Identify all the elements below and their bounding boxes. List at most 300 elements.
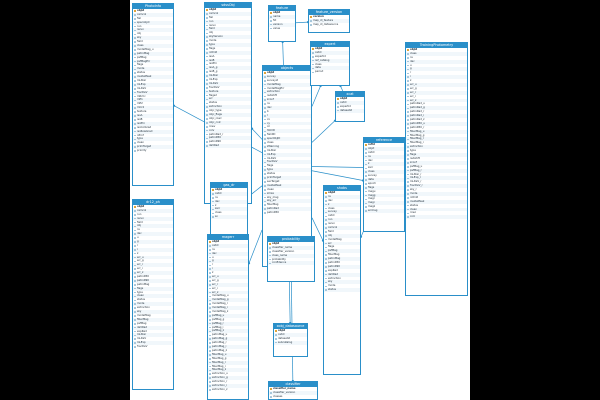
table-column: isoA	[205, 55, 251, 59]
table-column: z	[133, 252, 173, 256]
table-column: clean	[133, 141, 173, 145]
table-column: err_z	[208, 291, 248, 295]
table-column: flags	[263, 164, 311, 168]
table-column: objc_rowc	[205, 117, 251, 121]
table-column: mode	[406, 192, 467, 196]
table-xobjdatasrc[interactable]	[273, 323, 308, 357]
table-column: rerun	[133, 217, 173, 221]
table-column: deVRad	[324, 273, 360, 277]
table-column: class	[311, 63, 349, 67]
table-column: objid	[263, 71, 311, 75]
table-column: psfMag	[133, 56, 173, 60]
table-column: isoB_g	[205, 70, 251, 74]
relationship-line-objects-reference	[312, 171, 363, 181]
table-column: fiberMag_g	[406, 134, 467, 138]
table-column: petroR50	[205, 136, 251, 140]
table-column: ra	[406, 56, 467, 60]
table-column: dec	[133, 232, 173, 236]
table-column: lnLDeV_r	[406, 180, 467, 184]
table-xcat[interactable]	[335, 91, 365, 122]
table-column: lnLDeV	[205, 82, 251, 86]
table-column: class	[133, 44, 173, 48]
table-column: objid	[406, 48, 467, 52]
table-column: version	[309, 15, 349, 19]
table-column: sky_r	[406, 188, 467, 192]
table-column: err_z	[133, 271, 173, 275]
table-column: survey	[364, 174, 404, 178]
table-title: sdssObj	[205, 3, 251, 8]
table-column: err_g	[133, 259, 173, 263]
table-column: objid	[205, 8, 251, 12]
table-column: status	[324, 288, 360, 292]
table-column: extinction_u	[208, 372, 248, 376]
table-column: ra	[263, 102, 311, 106]
table-title: magerr	[208, 235, 248, 240]
table-column: camcol	[205, 12, 251, 16]
table-column: modelMag_g	[208, 298, 248, 302]
table-column: modelMagErr	[263, 87, 311, 91]
table-column: confidence	[268, 261, 314, 265]
table-column: type	[406, 149, 467, 153]
table-column: field	[133, 221, 173, 225]
table-column: zerr	[364, 166, 404, 170]
table-column: petroMag	[324, 257, 360, 261]
table-column: magg	[364, 194, 404, 198]
table-column: probability	[268, 258, 314, 262]
table-column: objc_flags	[205, 113, 251, 117]
table-column: texture	[205, 90, 251, 94]
table-column: priority	[133, 149, 173, 153]
table-column: camcol	[133, 209, 173, 213]
table-column: fiberMag_z	[208, 368, 248, 372]
table-column: fiberMag_r	[208, 361, 248, 365]
table-column: ra	[324, 195, 360, 199]
table-column: specobjid	[133, 21, 173, 25]
table-column: petroRad_r	[205, 133, 251, 137]
table-column: isoPhi	[205, 62, 251, 66]
table-column: u	[133, 236, 173, 240]
table-column: type	[263, 168, 311, 172]
table-column: sky	[133, 310, 173, 314]
table-column: z	[211, 204, 247, 208]
table-column: subcatalog	[274, 341, 307, 345]
table-column: fiberMag_u	[406, 130, 467, 134]
table-column: petroR90	[133, 279, 173, 283]
table-column: flags	[133, 63, 173, 67]
table-column: err_r	[133, 263, 173, 267]
table-column: petroR50	[133, 275, 173, 279]
table-column: date	[364, 178, 404, 182]
table-column: lnLExp	[133, 341, 173, 345]
table-column: sky_mag	[263, 196, 311, 200]
table-column: petroMag	[133, 283, 173, 287]
table-column: catid	[324, 214, 360, 218]
table-column: status	[205, 101, 251, 105]
table-column: psfMag_u	[208, 314, 248, 318]
table-column: err_i	[406, 95, 467, 99]
table-column: lnLDeV	[133, 337, 173, 341]
table-column: objc_colc	[205, 121, 251, 125]
table-column: petroMag	[133, 52, 173, 56]
table-column: surveyid	[263, 79, 311, 83]
table-column: isoA_g	[205, 66, 251, 70]
table-probability[interactable]	[267, 236, 315, 282]
table-column: i	[133, 248, 173, 252]
table-column: l	[263, 114, 311, 118]
table-column: mE1	[133, 98, 173, 102]
table-column: rerun	[133, 28, 173, 32]
table-column: specObjID	[263, 137, 311, 141]
table-column: mode	[133, 302, 173, 306]
table-column: mode	[205, 39, 251, 43]
table-column: petroRad_u	[406, 102, 467, 106]
table-column: objid	[269, 11, 295, 15]
table-column: lnLExp	[205, 78, 251, 82]
table-column: extinction_i	[208, 384, 248, 388]
table-title: expert	[311, 42, 349, 47]
table-column: classifier_version	[268, 250, 314, 254]
relationship-line-objects-feature	[283, 42, 284, 65]
table-column: catid	[211, 192, 247, 196]
table-column: lnLStar	[263, 149, 311, 153]
table-column: petroR50_u	[406, 122, 467, 126]
table-column: lnLExp_r	[406, 176, 467, 180]
table-column: zconf	[406, 161, 467, 165]
table-column: lnLStar	[205, 74, 251, 78]
table-column: petroMag_i	[208, 345, 248, 349]
table-column: extinction	[205, 105, 251, 109]
table-column: flags	[133, 287, 173, 291]
table-column: err_r	[208, 283, 248, 287]
table-column: insideMask	[406, 200, 467, 204]
table-column: petroRad_r	[406, 110, 467, 114]
table-column: camcol	[324, 226, 360, 230]
table-column: obj	[324, 234, 360, 238]
table-column: objid	[364, 147, 404, 151]
table-column: class_name	[268, 254, 314, 258]
table-title: feature_version	[309, 10, 349, 15]
table-column: fiberMag	[133, 318, 173, 322]
table-column: obj	[133, 224, 173, 228]
table-title: xobj_datasource	[274, 324, 307, 329]
table-column: datasetid	[336, 109, 364, 113]
table-column: err_u	[406, 83, 467, 87]
table-column: dec	[324, 199, 360, 203]
table-column: magu	[364, 190, 404, 194]
table-magerr[interactable]	[207, 234, 249, 400]
table-column: catid	[208, 244, 248, 248]
table-column: mRrCc	[133, 95, 173, 99]
table-column: isoRowGrad	[133, 130, 173, 134]
table-column: fracDeV	[263, 160, 311, 164]
table-column: texture	[133, 110, 173, 114]
table-column: class	[406, 52, 467, 56]
table-column: date	[311, 66, 349, 70]
table-column: zconf	[263, 98, 311, 102]
table-column: field	[133, 40, 173, 44]
table-column: map_id_feature	[309, 19, 349, 23]
table-column: mCr4	[133, 106, 173, 110]
table-title: objects	[263, 66, 311, 71]
table-column: ref_catalog	[311, 59, 349, 63]
table-column: extinction	[406, 145, 467, 149]
table-column: catid	[274, 333, 307, 337]
table-column: petroRad_z	[406, 118, 467, 122]
table-column: colc	[406, 215, 467, 219]
table-column: epoch	[364, 182, 404, 186]
table-classifier[interactable]	[268, 381, 318, 400]
table-column: value	[269, 27, 295, 31]
table-column: secTarget	[263, 180, 311, 184]
table-trainingphot[interactable]	[405, 42, 468, 296]
table-column: flags	[324, 245, 360, 249]
table-title: probability	[268, 237, 314, 242]
table-column: fiberMag_i	[208, 365, 248, 369]
table-column: fracDeV	[205, 86, 251, 90]
table-column: psfMag_z	[208, 329, 248, 333]
table-photoinfo[interactable]	[132, 3, 174, 186]
table-dr12[interactable]	[132, 199, 174, 390]
table-column: objc_type	[205, 109, 251, 113]
table-column: sky_err	[263, 199, 311, 203]
table-column: lnLDeV	[263, 157, 311, 161]
table-column: r	[133, 244, 173, 248]
table-column: classifier_name	[268, 246, 314, 250]
table-title: xcat	[336, 92, 364, 97]
table-column: status	[133, 298, 173, 302]
table-column: zWarning	[263, 145, 311, 149]
table-column: objid	[211, 188, 247, 192]
table-column: magr	[364, 197, 404, 201]
table-column: rerun	[324, 222, 360, 226]
table-column: g	[208, 259, 248, 263]
table-column: lnLStar_r	[406, 173, 467, 177]
table-column: u	[208, 256, 248, 260]
table-column: fiberMag_u	[208, 353, 248, 357]
table-column: cy	[263, 122, 311, 126]
table-column: expRad	[133, 330, 173, 334]
table-column: err_r	[406, 91, 467, 95]
table-column: mode	[133, 67, 173, 71]
table-column: petroMag_g	[208, 337, 248, 341]
table-shobs[interactable]	[323, 185, 361, 375]
table-column: petroRad_g	[406, 106, 467, 110]
table-column: err	[324, 242, 360, 246]
table-expert[interactable]	[310, 41, 350, 86]
table-column: z	[364, 162, 404, 166]
table-column: class	[324, 207, 360, 211]
table-column: run	[133, 213, 173, 217]
table-column: err_z	[406, 99, 467, 103]
table-column: modelMag_u	[133, 48, 173, 52]
table-column: objid	[133, 9, 173, 13]
table-column: petroR90	[205, 140, 251, 144]
table-column: type	[133, 291, 173, 295]
relationship-line-feature-featureversion	[296, 22, 308, 23]
table-column: extinction_g	[208, 376, 248, 380]
table-column: catid	[311, 51, 349, 55]
table-column: ra	[211, 196, 247, 200]
table-column: psfMag_r	[406, 169, 467, 173]
table-column: class	[364, 170, 404, 174]
table-column: modelMag_i	[208, 306, 248, 310]
table-column: g	[133, 240, 173, 244]
table-column: z	[406, 79, 467, 83]
table-column: magz	[364, 205, 404, 209]
table-column: clean	[263, 188, 311, 192]
table-column: errmag	[364, 209, 404, 213]
table-column: status	[406, 204, 467, 208]
table-column: objid	[311, 47, 349, 51]
table-column: status	[263, 172, 311, 176]
table-column: zmax	[263, 192, 311, 196]
table-column: psfMag	[133, 322, 173, 326]
table-column: fieldID	[263, 133, 311, 137]
table-column: run	[324, 218, 360, 222]
table-column: err_g	[406, 87, 467, 91]
table-column: classes	[269, 395, 317, 399]
table-column: flags2	[205, 94, 251, 98]
table-column: lnLStar	[133, 333, 173, 337]
table-column: classifier_name	[269, 387, 317, 391]
table-column: ra	[133, 228, 173, 232]
table-column: period	[311, 70, 349, 74]
table-column: redshift	[406, 157, 467, 161]
table-title: reference	[364, 138, 404, 143]
table-column: petroMag_r	[208, 341, 248, 345]
table-column: objid	[208, 240, 248, 244]
table-reference[interactable]	[363, 137, 405, 232]
table-column: petroR50_r	[406, 126, 467, 130]
table-title: feature	[269, 6, 295, 11]
table-column: clean	[406, 208, 467, 212]
table-column: modelMag_r	[208, 302, 248, 306]
table-column: fiel	[133, 17, 173, 21]
table-column: flags	[406, 153, 467, 157]
table-column: magi	[364, 201, 404, 205]
table-column: type	[205, 43, 251, 47]
table-column: isoA	[133, 114, 173, 118]
table-column: petroR50	[324, 261, 360, 265]
table-column: insideMask	[263, 184, 311, 188]
table-column: status	[133, 71, 173, 75]
table-column: name	[269, 15, 295, 19]
table-column: primTarget	[263, 176, 311, 180]
table-column: dec	[208, 252, 248, 256]
table-column: objid	[324, 191, 360, 195]
table-column: dec	[211, 200, 247, 204]
table-column: lnLStar	[133, 79, 173, 83]
table-column: i	[208, 267, 248, 271]
table-column: i	[406, 75, 467, 79]
table-column: class	[211, 211, 247, 215]
table-column: isoB	[205, 59, 251, 63]
table-column: objid	[268, 242, 314, 246]
table-column: r	[406, 71, 467, 75]
table-column: field	[324, 230, 360, 234]
table-column: deVRad	[205, 144, 251, 148]
table-column: petroR50	[263, 211, 311, 215]
table-column: htmID	[263, 129, 311, 133]
table-column: ra	[364, 155, 404, 159]
table-column: expRad	[324, 269, 360, 273]
table-column: flags	[364, 186, 404, 190]
table-title: dr12_ph	[133, 200, 173, 205]
table-column: rowv	[205, 125, 251, 129]
table-column: fracDeV	[133, 345, 173, 349]
table-column: psfMag	[324, 249, 360, 253]
table-column: psfMag_i	[208, 326, 248, 330]
table-column: modelMag_z	[208, 310, 248, 314]
table-featureversion[interactable]	[308, 9, 350, 33]
table-column: skyVersion	[205, 35, 251, 39]
table-column: obj	[133, 32, 173, 36]
table-column: b	[263, 110, 311, 114]
table-column: expertid	[311, 55, 349, 59]
table-column: catid	[364, 151, 404, 155]
table-column: sky	[324, 280, 360, 284]
table-column: objid	[274, 329, 307, 333]
table-column: rerun	[205, 24, 251, 28]
table-column: dec	[263, 106, 311, 110]
table-column: err_i	[133, 267, 173, 271]
table-column: fiberMag	[263, 203, 311, 207]
table-column: objid	[133, 205, 173, 209]
table-sdssobj[interactable]	[204, 2, 252, 204]
table-column: petroR90	[324, 265, 360, 269]
table-column: err_u	[133, 256, 173, 260]
table-gasdr[interactable]	[210, 182, 248, 242]
table-column: colv	[205, 129, 251, 133]
table-column: err	[205, 97, 251, 101]
table-column: version	[269, 23, 295, 27]
table-column: ra	[208, 248, 248, 252]
table-column: run	[133, 25, 173, 29]
table-column: camcol	[133, 13, 173, 17]
table-column: psfMag_g	[208, 318, 248, 322]
table-column: lnLExp	[263, 153, 311, 157]
table-column: sky	[133, 36, 173, 40]
table-column: redshift	[263, 94, 311, 98]
table-column: expertid	[336, 105, 364, 109]
table-column: map_id_datasource	[309, 23, 349, 27]
table-column: sn	[211, 215, 247, 219]
table-column: objid	[336, 97, 364, 101]
table-title: classifier	[269, 382, 317, 387]
table-column: fiberMag_g	[208, 357, 248, 361]
table-column: r	[208, 263, 248, 267]
table-column: z	[208, 271, 248, 275]
table-title: TrainingPhotometry	[406, 43, 467, 48]
table-column: mode	[324, 284, 360, 288]
table-column: petroRad	[263, 207, 311, 211]
table-column: psfMag_u	[406, 165, 467, 169]
table-column: zerr	[211, 207, 247, 211]
table-column: modelMag	[133, 314, 173, 318]
table-column: flags	[205, 47, 251, 51]
table-column: psfMag_r	[208, 322, 248, 326]
table-feature[interactable]	[268, 5, 296, 42]
table-column: survey	[263, 75, 311, 79]
table-column: nChild	[205, 51, 251, 55]
table-column: modelMag_u	[208, 294, 248, 298]
table-column: lnLExp	[133, 83, 173, 87]
table-column: fracDeV_r	[406, 184, 467, 188]
table-column: clean	[133, 294, 173, 298]
table-column: isoColGrad	[133, 126, 173, 130]
table-column: err_u	[208, 275, 248, 279]
table-column: extinction_z	[208, 388, 248, 392]
